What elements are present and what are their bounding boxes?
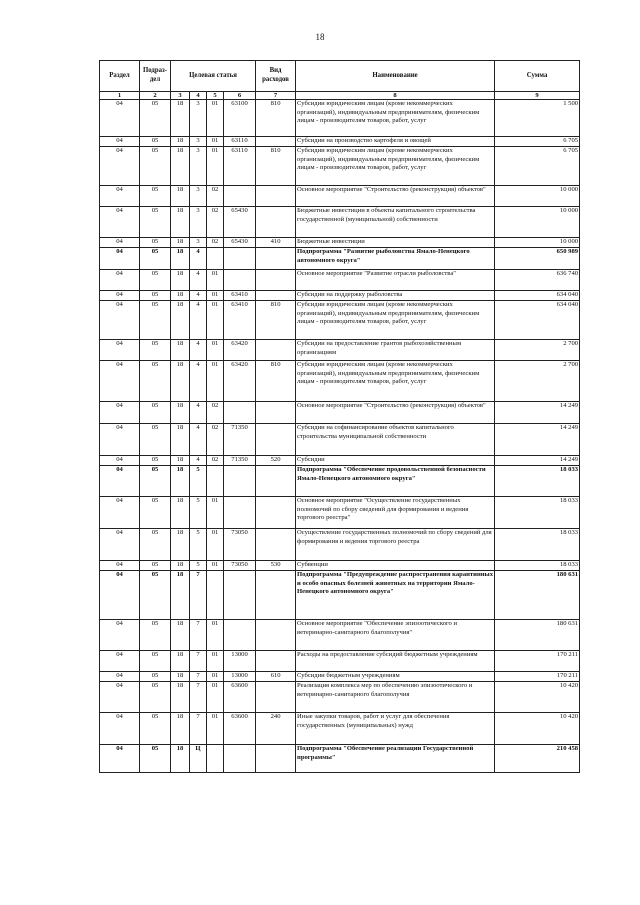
target-direction-cell	[224, 248, 256, 270]
sum-cell: 180 631	[495, 620, 580, 651]
expense-type-cell: 810	[256, 361, 296, 402]
target-subprogram-cell: 5	[190, 466, 207, 497]
podrazdel-cell: 05	[140, 571, 171, 620]
expense-type-cell	[256, 571, 296, 620]
podrazdel-cell: 05	[140, 745, 171, 773]
target-subprogram-cell: 3	[190, 238, 207, 248]
target-direction-cell: 73050	[224, 561, 256, 571]
target-event-cell: 01	[207, 361, 224, 402]
podrazdel-cell: 05	[140, 248, 171, 270]
target-subprogram-cell: 7	[190, 682, 207, 713]
target-program-cell: 18	[171, 713, 190, 745]
razdel-cell: 04	[100, 745, 140, 773]
target-subprogram-cell: 3	[190, 100, 207, 137]
target-direction-cell: 63600	[224, 682, 256, 713]
podrazdel-cell: 05	[140, 186, 171, 207]
razdel-cell: 04	[100, 672, 140, 682]
razdel-cell: 04	[100, 713, 140, 745]
table-row	[100, 137, 580, 147]
expense-type-cell	[256, 186, 296, 207]
expense-type-cell	[256, 207, 296, 238]
target-event-cell: 01	[207, 682, 224, 713]
table-row	[100, 651, 580, 672]
target-direction-cell: 63410	[224, 291, 256, 301]
expense-type-cell: 810	[256, 100, 296, 137]
table-row	[100, 682, 580, 713]
target-direction-cell: 63100	[224, 100, 256, 137]
target-direction-cell	[224, 620, 256, 651]
name-cell: Субсидии на поддержку рыболовства	[296, 291, 495, 301]
name-cell: Субвенции	[296, 561, 495, 571]
razdel-cell: 04	[100, 529, 140, 561]
header-name: Наименование	[296, 61, 495, 92]
target-subprogram-cell: 3	[190, 137, 207, 147]
target-subprogram-cell: 4	[190, 402, 207, 424]
target-event-cell: 02	[207, 238, 224, 248]
target-program-cell: 18	[171, 248, 190, 270]
target-direction-cell: 63420	[224, 340, 256, 361]
table-row	[100, 713, 580, 745]
target-direction-cell	[224, 571, 256, 620]
target-event-cell	[207, 745, 224, 773]
target-subprogram-cell: 7	[190, 571, 207, 620]
header-target: Целевая статья	[171, 61, 256, 92]
target-event-cell: 01	[207, 147, 224, 186]
column-number: 9	[495, 92, 580, 100]
target-event-cell: 01	[207, 529, 224, 561]
target-event-cell: 02	[207, 402, 224, 424]
target-subprogram-cell: 4	[190, 301, 207, 340]
razdel-cell: 04	[100, 301, 140, 340]
razdel-cell: 04	[100, 682, 140, 713]
sum-cell: 18 033	[495, 466, 580, 497]
name-cell: Подпрограмма "Обеспечение продовольственной безопасности Ямало-Ненецкого автономного округа"	[296, 466, 495, 497]
target-subprogram-cell: 4	[190, 424, 207, 456]
target-program-cell: 18	[171, 561, 190, 571]
expense-type-cell	[256, 620, 296, 651]
target-event-cell: 02	[207, 456, 224, 466]
target-program-cell: 18	[171, 301, 190, 340]
table-row	[100, 571, 580, 620]
target-subprogram-cell: 3	[190, 147, 207, 186]
podrazdel-cell: 05	[140, 497, 171, 529]
target-program-cell: 18	[171, 361, 190, 402]
podrazdel-cell: 05	[140, 402, 171, 424]
name-cell: Субсидии на софинансирование объектов капитального строительства муниципальной собственности	[296, 424, 495, 456]
target-event-cell: 01	[207, 291, 224, 301]
razdel-cell: 04	[100, 620, 140, 651]
target-direction-cell: 63410	[224, 301, 256, 340]
sum-cell: 2 700	[495, 340, 580, 361]
name-cell: Субсидии	[296, 456, 495, 466]
target-program-cell: 18	[171, 424, 190, 456]
podrazdel-cell: 05	[140, 270, 171, 291]
expense-type-cell	[256, 248, 296, 270]
target-event-cell: 01	[207, 561, 224, 571]
target-program-cell: 18	[171, 745, 190, 773]
target-program-cell: 18	[171, 186, 190, 207]
podrazdel-cell: 05	[140, 340, 171, 361]
table-row	[100, 147, 580, 186]
target-program-cell: 18	[171, 651, 190, 672]
expense-type-cell: 810	[256, 301, 296, 340]
header-razdel: Раздел	[100, 61, 140, 92]
name-cell: Основное мероприятие "Осуществление государственных полномочий по сбору сведений для формирования и ведения торгового реестра"	[296, 497, 495, 529]
razdel-cell: 04	[100, 402, 140, 424]
target-program-cell: 18	[171, 456, 190, 466]
sum-cell: 10 000	[495, 238, 580, 248]
target-event-cell: 01	[207, 270, 224, 291]
expense-type-cell	[256, 497, 296, 529]
podrazdel-cell: 05	[140, 529, 171, 561]
target-program-cell: 18	[171, 402, 190, 424]
table-row	[100, 529, 580, 561]
sum-cell: 10 420	[495, 713, 580, 745]
target-program-cell: 18	[171, 238, 190, 248]
target-program-cell: 18	[171, 291, 190, 301]
column-number: 5	[207, 92, 224, 100]
target-direction-cell	[224, 466, 256, 497]
column-numbers-row	[100, 92, 580, 100]
target-program-cell: 18	[171, 571, 190, 620]
table-row	[100, 424, 580, 456]
target-program-cell: 18	[171, 270, 190, 291]
target-subprogram-cell: 4	[190, 270, 207, 291]
table-header-row	[100, 61, 580, 92]
podrazdel-cell: 05	[140, 361, 171, 402]
sum-cell: 18 033	[495, 561, 580, 571]
table-row	[100, 497, 580, 529]
sum-cell: 650 989	[495, 248, 580, 270]
header-vid: Вид расходов	[256, 61, 296, 92]
target-direction-cell: 63110	[224, 137, 256, 147]
target-event-cell: 02	[207, 424, 224, 456]
target-event-cell: 01	[207, 713, 224, 745]
razdel-cell: 04	[100, 424, 140, 456]
razdel-cell: 04	[100, 340, 140, 361]
razdel-cell: 04	[100, 361, 140, 402]
razdel-cell: 04	[100, 571, 140, 620]
target-program-cell: 18	[171, 137, 190, 147]
name-cell: Бюджетные инвестиции	[296, 238, 495, 248]
target-subprogram-cell: 4	[190, 456, 207, 466]
sum-cell: 634 040	[495, 301, 580, 340]
table-row	[100, 672, 580, 682]
target-event-cell: 01	[207, 651, 224, 672]
sum-cell: 180 631	[495, 571, 580, 620]
target-subprogram-cell: 7	[190, 672, 207, 682]
expense-type-cell	[256, 424, 296, 456]
expense-type-cell: 410	[256, 238, 296, 248]
table-row	[100, 466, 580, 497]
podrazdel-cell: 05	[140, 207, 171, 238]
sum-cell: 10 000	[495, 186, 580, 207]
target-subprogram-cell: 5	[190, 497, 207, 529]
podrazdel-cell: 05	[140, 620, 171, 651]
header-podrazdel: Подраз-дел	[140, 61, 171, 92]
target-direction-cell: 13000	[224, 651, 256, 672]
name-cell: Основное мероприятие "Развитие отрасли рыболовства"	[296, 270, 495, 291]
target-event-cell: 01	[207, 620, 224, 651]
razdel-cell: 04	[100, 137, 140, 147]
target-program-cell: 18	[171, 620, 190, 651]
column-number: 7	[256, 92, 296, 100]
podrazdel-cell: 05	[140, 301, 171, 340]
sum-cell: 18 033	[495, 529, 580, 561]
expense-type-cell	[256, 270, 296, 291]
table-row	[100, 456, 580, 466]
table-row	[100, 340, 580, 361]
name-cell: Субсидии на предоставление грантов рыбохозяйственным организациям	[296, 340, 495, 361]
target-direction-cell: 71350	[224, 456, 256, 466]
table-row	[100, 270, 580, 291]
page-number: 18	[315, 32, 325, 42]
name-cell: Основное мероприятие "Обеспечение эпизоотического и ветеринарно-санитарного благополучия"	[296, 620, 495, 651]
target-subprogram-cell: 4	[190, 291, 207, 301]
target-program-cell: 18	[171, 466, 190, 497]
sum-cell: 6 705	[495, 147, 580, 186]
podrazdel-cell: 05	[140, 424, 171, 456]
target-direction-cell	[224, 402, 256, 424]
target-direction-cell: 73050	[224, 529, 256, 561]
target-event-cell: 01	[207, 497, 224, 529]
sum-cell: 1 500	[495, 100, 580, 137]
sum-cell: 636 740	[495, 270, 580, 291]
expense-type-cell	[256, 745, 296, 773]
sum-cell: 2 700	[495, 361, 580, 402]
target-direction-cell: 65430	[224, 238, 256, 248]
sum-cell: 18 033	[495, 497, 580, 529]
name-cell: Реализация комплекса мер по обеспечению эпизоотического и ветеринарно-санитарного благополучия	[296, 682, 495, 713]
target-direction-cell: 63420	[224, 361, 256, 402]
column-number: 4	[190, 92, 207, 100]
table-row	[100, 291, 580, 301]
target-direction-cell	[224, 270, 256, 291]
target-subprogram-cell: 4	[190, 340, 207, 361]
razdel-cell: 04	[100, 456, 140, 466]
target-subprogram-cell: 5	[190, 561, 207, 571]
table-row	[100, 100, 580, 137]
target-direction-cell: 63110	[224, 147, 256, 186]
expense-type-cell	[256, 291, 296, 301]
podrazdel-cell: 05	[140, 713, 171, 745]
target-event-cell: 02	[207, 207, 224, 238]
table-row	[100, 361, 580, 402]
name-cell: Субсидии юридическим лицам (кроме некоммерческих организаций), индивидуальным предпринимателям, физическим лицам - производителям товаров, работ, услуг	[296, 361, 495, 402]
target-subprogram-cell: 4	[190, 248, 207, 270]
expense-type-cell	[256, 340, 296, 361]
name-cell: Расходы на предоставление субсидий бюджетным учреждениям	[296, 651, 495, 672]
target-program-cell: 18	[171, 497, 190, 529]
expense-type-cell: 610	[256, 672, 296, 682]
target-program-cell: 18	[171, 100, 190, 137]
target-subprogram-cell: 7	[190, 620, 207, 651]
column-number: 1	[100, 92, 140, 100]
target-event-cell	[207, 466, 224, 497]
name-cell: Субсидии юридическим лицам (кроме некоммерческих организаций), индивидуальным предпринимателям, физическим лицам - производителям товаров, работ, услуг	[296, 147, 495, 186]
table-row	[100, 248, 580, 270]
column-number: 8	[296, 92, 495, 100]
name-cell: Основное мероприятие "Строительство (реконструкция) объектов"	[296, 402, 495, 424]
target-direction-cell: 71350	[224, 424, 256, 456]
podrazdel-cell: 05	[140, 147, 171, 186]
target-program-cell: 18	[171, 672, 190, 682]
razdel-cell: 04	[100, 497, 140, 529]
podrazdel-cell: 05	[140, 291, 171, 301]
expense-type-cell	[256, 402, 296, 424]
column-number: 3	[171, 92, 190, 100]
target-event-cell	[207, 571, 224, 620]
razdel-cell: 04	[100, 270, 140, 291]
expense-type-cell	[256, 529, 296, 561]
sum-cell: 6 705	[495, 137, 580, 147]
razdel-cell: 04	[100, 561, 140, 571]
sum-cell: 14 249	[495, 402, 580, 424]
header-sum: Сумма	[495, 61, 580, 92]
target-event-cell: 01	[207, 301, 224, 340]
expense-type-cell	[256, 137, 296, 147]
column-number: 6	[224, 92, 256, 100]
name-cell: Бюджетные инвестиции в объекты капитального строительства государственной (муниципальной) собственности	[296, 207, 495, 238]
target-direction-cell	[224, 186, 256, 207]
name-cell: Подпрограмма "Обеспечение реализации Государственной программы"	[296, 745, 495, 773]
razdel-cell: 04	[100, 147, 140, 186]
target-event-cell: 02	[207, 186, 224, 207]
table-row	[100, 561, 580, 571]
target-program-cell: 18	[171, 207, 190, 238]
table-row	[100, 301, 580, 340]
expense-type-cell: 240	[256, 713, 296, 745]
target-subprogram-cell: 3	[190, 207, 207, 238]
sum-cell: 170 211	[495, 651, 580, 672]
target-direction-cell: 65430	[224, 207, 256, 238]
expense-type-cell	[256, 466, 296, 497]
podrazdel-cell: 05	[140, 238, 171, 248]
target-direction-cell	[224, 745, 256, 773]
razdel-cell: 04	[100, 238, 140, 248]
target-subprogram-cell: 4	[190, 361, 207, 402]
razdel-cell: 04	[100, 207, 140, 238]
name-cell: Субсидии юридическим лицам (кроме некоммерческих организаций), индивидуальным предпринимателям, физическим лицам - производителям товаров, работ, услуг	[296, 100, 495, 137]
expense-type-cell: 520	[256, 456, 296, 466]
table-row	[100, 207, 580, 238]
target-subprogram-cell: 5	[190, 529, 207, 561]
podrazdel-cell: 05	[140, 456, 171, 466]
expense-type-cell: 530	[256, 561, 296, 571]
target-subprogram-cell: 7	[190, 651, 207, 672]
podrazdel-cell: 05	[140, 682, 171, 713]
budget-table	[99, 60, 580, 773]
podrazdel-cell: 05	[140, 100, 171, 137]
target-program-cell: 18	[171, 682, 190, 713]
sum-cell: 14 249	[495, 424, 580, 456]
column-number: 2	[140, 92, 171, 100]
target-event-cell: 01	[207, 340, 224, 361]
razdel-cell: 04	[100, 291, 140, 301]
sum-cell: 170 211	[495, 672, 580, 682]
name-cell: Осуществление государственных полномочий по сбору сведений для формирования и ведения торгового реестра	[296, 529, 495, 561]
table-row	[100, 620, 580, 651]
target-event-cell	[207, 248, 224, 270]
table-row	[100, 186, 580, 207]
sum-cell: 10 420	[495, 682, 580, 713]
expense-type-cell	[256, 682, 296, 713]
target-subprogram-cell: Ц	[190, 745, 207, 773]
razdel-cell: 04	[100, 651, 140, 672]
name-cell: Подпрограмма "Предупреждение распространения карантинных и особо опасных болезней животных на территории Ямало-Ненецкого автономного округа"	[296, 571, 495, 620]
podrazdel-cell: 05	[140, 651, 171, 672]
expense-type-cell: 810	[256, 147, 296, 186]
sum-cell: 210 458	[495, 745, 580, 773]
target-direction-cell	[224, 497, 256, 529]
name-cell: Подпрограмма "Развитие рыболовства Ямало-Ненецкого автономного округа"	[296, 248, 495, 270]
podrazdel-cell: 05	[140, 466, 171, 497]
target-subprogram-cell: 3	[190, 186, 207, 207]
razdel-cell: 04	[100, 248, 140, 270]
target-direction-cell: 13000	[224, 672, 256, 682]
name-cell: Иные закупки товаров, работ и услуг для обеспечения государственных (муниципальных) нужд	[296, 713, 495, 745]
target-event-cell: 01	[207, 137, 224, 147]
podrazdel-cell: 05	[140, 561, 171, 571]
expense-type-cell	[256, 651, 296, 672]
target-direction-cell: 63600	[224, 713, 256, 745]
podrazdel-cell: 05	[140, 137, 171, 147]
razdel-cell: 04	[100, 186, 140, 207]
name-cell: Субсидии юридическим лицам (кроме некоммерческих организаций), индивидуальным предпринимателям, физическим лицам - производителям товаров, работ, услуг	[296, 301, 495, 340]
target-event-cell: 01	[207, 672, 224, 682]
table-row	[100, 238, 580, 248]
name-cell: Основное мероприятие "Строительство (реконструкция) объектов"	[296, 186, 495, 207]
target-program-cell: 18	[171, 340, 190, 361]
podrazdel-cell: 05	[140, 672, 171, 682]
name-cell: Субсидии бюджетным учреждениям	[296, 672, 495, 682]
target-subprogram-cell: 7	[190, 713, 207, 745]
table-row	[100, 402, 580, 424]
target-program-cell: 18	[171, 529, 190, 561]
target-event-cell: 01	[207, 100, 224, 137]
table-row	[100, 745, 580, 773]
sum-cell: 634 040	[495, 291, 580, 301]
target-program-cell: 18	[171, 147, 190, 186]
sum-cell: 14 249	[495, 456, 580, 466]
name-cell: Субсидии на производство картофеля и овощей	[296, 137, 495, 147]
razdel-cell: 04	[100, 100, 140, 137]
razdel-cell: 04	[100, 466, 140, 497]
sum-cell: 10 000	[495, 207, 580, 238]
